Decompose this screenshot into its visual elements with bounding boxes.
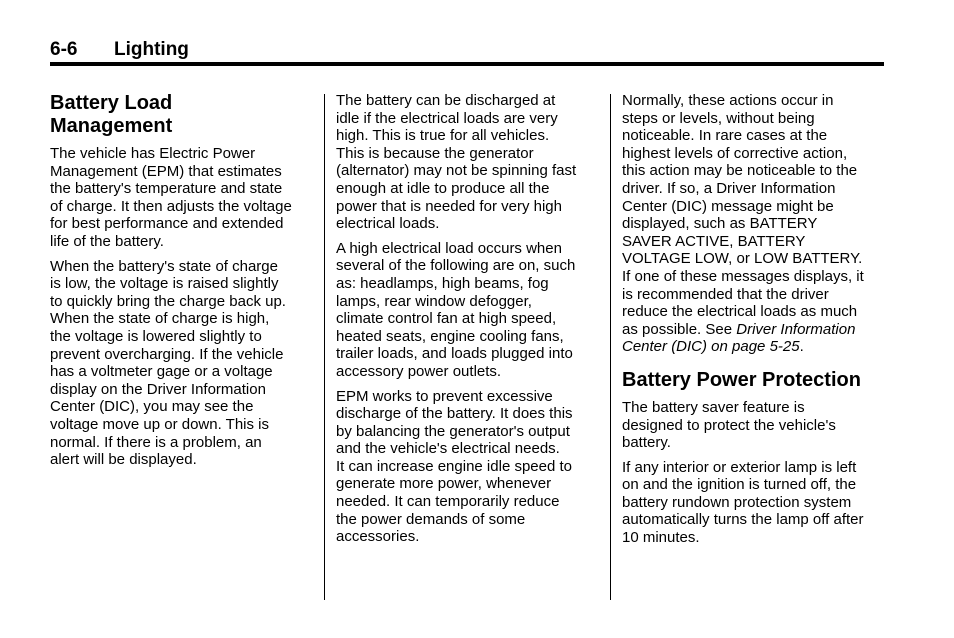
paragraph: A high electrical load occurs when several of the following are on, such as: headlamps, high beams, fog lamps, rear window defogger, climate control fan at high speed, heated seats, engine cooling fans, trailer loads, and loads plugged into accessory power outlets. — [336, 239, 576, 380]
paragraph-text: Normally, these actions occur in steps or levels, without being noticeable. In rare cases at the highest levels of corrective action, this action may be noticeable to the driver. If so, a Driver Information Center (DIC) message might be displayed, such as BATTERY SAVER ACTIVE, BATTERY VOLTAGE LOW, or LOW BATTERY. If one of these messages displays, it is recommended that the driver reduce the electrical loads as much as possible. See — [622, 92, 864, 338]
paragraph: The vehicle has Electric Power Management (EPM) that estimates the battery's temperature and state of charge. It then adjusts the voltage for best performance and extended life of the battery. — [50, 145, 292, 250]
paragraph-end: . — [799, 338, 804, 356]
page-header — [50, 38, 884, 62]
paragraph: EPM works to prevent excessive discharge of the battery. It does this by balancing the generator's output and the vehicle's electrical needs. It can increase engine idle speed to generate more power, whenever needed. It can temporarily reduce the power demands of some accessories. — [336, 387, 573, 546]
cross-reference-link[interactable]: Driver Information Center (DIC) on page 5-25 — [622, 320, 856, 356]
paragraph: The battery can be discharged at idle if the electrical loads are very high. This is true for all vehicles. This is because the generator (alternator) may not be spinning fast enough at idle to produce all the power that is needed for very high electrical loads. — [336, 92, 577, 233]
paragraph: If any interior or exterior lamp is left on and the ignition is turned off, the battery rundown protection system automatically turns the lamp off after 10 minutes. — [622, 458, 864, 547]
column-left — [50, 92, 316, 476]
battery-load-management-heading: Battery Load Management — [50, 92, 173, 137]
page-number: 6-6 — [50, 39, 78, 60]
paragraph: When the battery's state of charge is low, the voltage is raised slightly to quickly bring the charge back up. When the state of charge is high, the voltage is lowered slightly to prevent overcharging. If the vehicle has a voltmeter gage or a voltage display on the Driver Information Center (DIC), you may see the voltage move up or down. This is normal. If there is a problem, an alert will be displayed. — [50, 257, 286, 469]
section-title: Lighting — [114, 39, 189, 60]
header-rule — [50, 62, 884, 66]
paragraph: The battery saver feature is designed to protect the vehicle's battery. — [622, 398, 836, 452]
column-divider — [610, 94, 611, 600]
column-divider — [324, 94, 325, 600]
battery-power-protection-heading: Battery Power Protection — [622, 368, 861, 391]
column-middle — [336, 92, 600, 553]
column-right — [622, 92, 886, 554]
paragraph — [622, 92, 886, 356]
